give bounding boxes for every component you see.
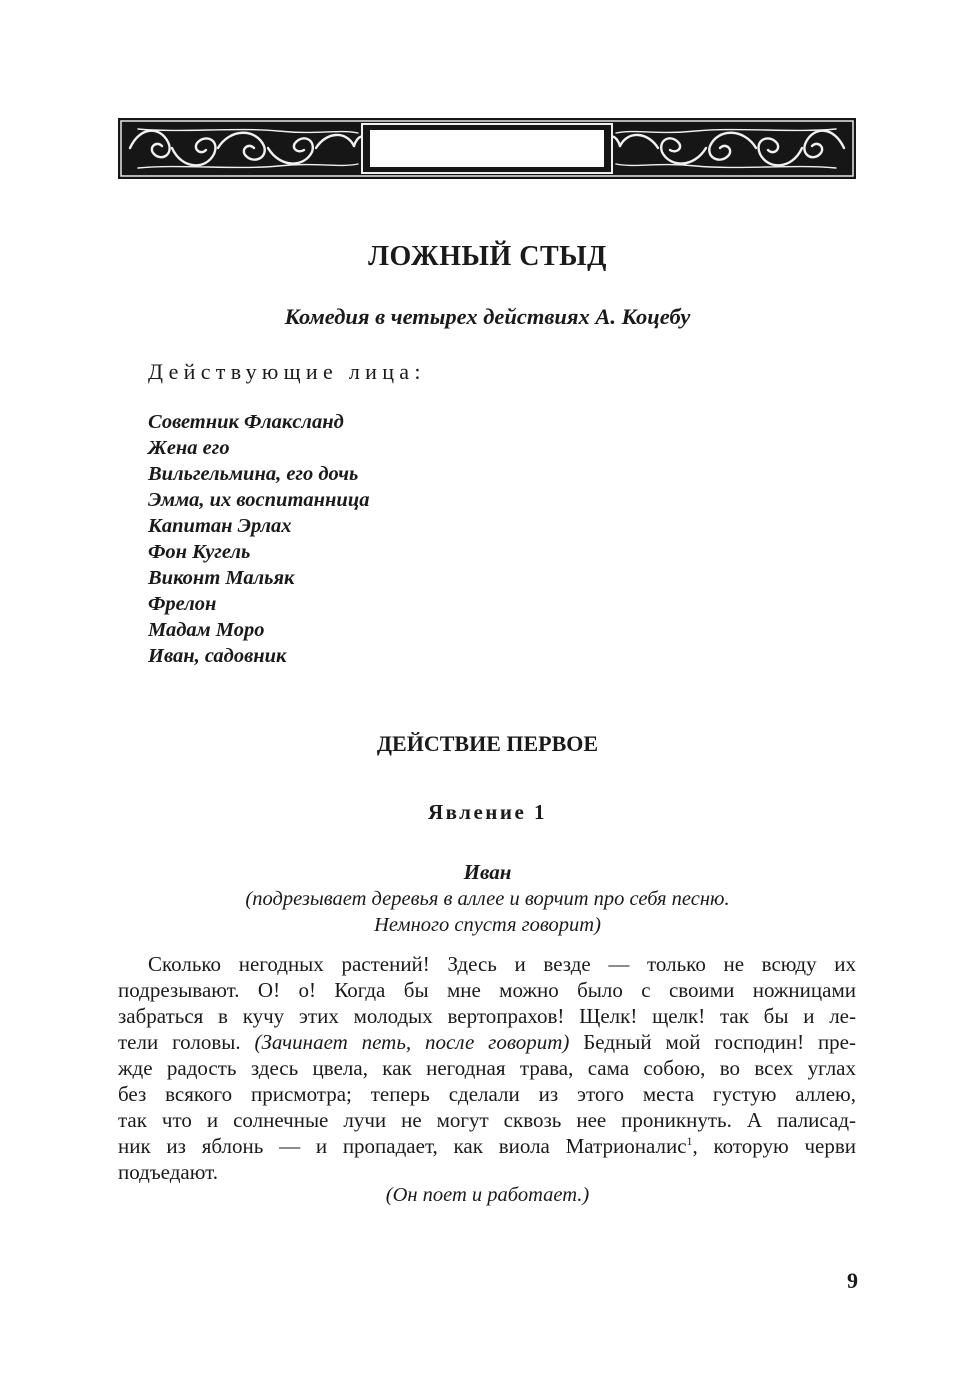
speech-line: Сколько негодных растений! Здесь и везде — только не всюду их: [148, 952, 856, 976]
stage-direction-line: Немного спустя говорит): [374, 914, 601, 936]
cast-member: Иван, садовник: [148, 645, 287, 667]
speech-line: подрезывают. О! о! Когда бы мне можно было с своими ножницами: [118, 978, 856, 1002]
cast-member: Советник Флакcланд: [148, 411, 344, 433]
cast-heading: Действующие лица:: [148, 359, 426, 384]
cast-list: [148, 409, 369, 669]
cast-member: Эмма, их воспитанница: [148, 489, 370, 511]
cast-member: Вильгельмина, его дочь: [148, 463, 359, 485]
stage-direction-line: (подрезывает деревья в аллее и ворчит про себя песню.: [245, 888, 730, 910]
speech-line: так что и солнечные лучи не могут сквозь нее проникнуть. А палисад-: [118, 1108, 856, 1132]
cast-member: Жена его: [148, 437, 230, 459]
speech-line: тели головы. (Зачинает петь, после говорит) Бедный мой господин! пре-: [118, 1030, 856, 1054]
footnote-marker: 1: [686, 1134, 693, 1148]
play-title: ЛОЖНЫЙ СТЫД: [368, 241, 607, 272]
speech-line: ник из яблонь — и пропадает, как виола Матрионалис$^1$, которую черви: [118, 1134, 856, 1158]
scene-heading: Явление 1: [427, 800, 548, 824]
ornamental-scroll-banner-icon: [118, 118, 856, 179]
speech-line: без всякого присмотра; теперь сделали из этого места густую аллею,: [118, 1082, 856, 1106]
ornamental-header-banner: [118, 118, 856, 179]
act-heading: ДЕЙСТВИЕ ПЕРВОЕ: [376, 731, 599, 756]
cast-member: Виконт Мальяк: [148, 567, 295, 589]
cast-member: Мадам Моро: [148, 619, 265, 641]
cast-member: Фон Кугель: [148, 541, 251, 563]
speech-line: забраться в кучу этих молодых вертопрахов! Щелк! щелк! так бы и ле-: [118, 1004, 856, 1028]
cast-member: Капитан Эрлах: [148, 515, 292, 537]
play-subtitle: Комедия в четырех действиях А. Коцебу: [284, 304, 691, 329]
speech-line: жде радость здесь цвела, как негодная трава, сама собою, во всех углах: [118, 1056, 856, 1080]
closing-stage-direction: (Он поет и работает.): [385, 1184, 590, 1206]
speaker-name: Иван: [463, 860, 512, 884]
inline-stage-direction: (Зачинает петь, после говорит): [254, 1030, 570, 1054]
cast-member: Фрелон: [148, 593, 217, 615]
speech-paragraph: [118, 951, 856, 1185]
speech-line: подъедают.: [118, 1160, 218, 1184]
page-number: 9: [847, 1268, 858, 1293]
